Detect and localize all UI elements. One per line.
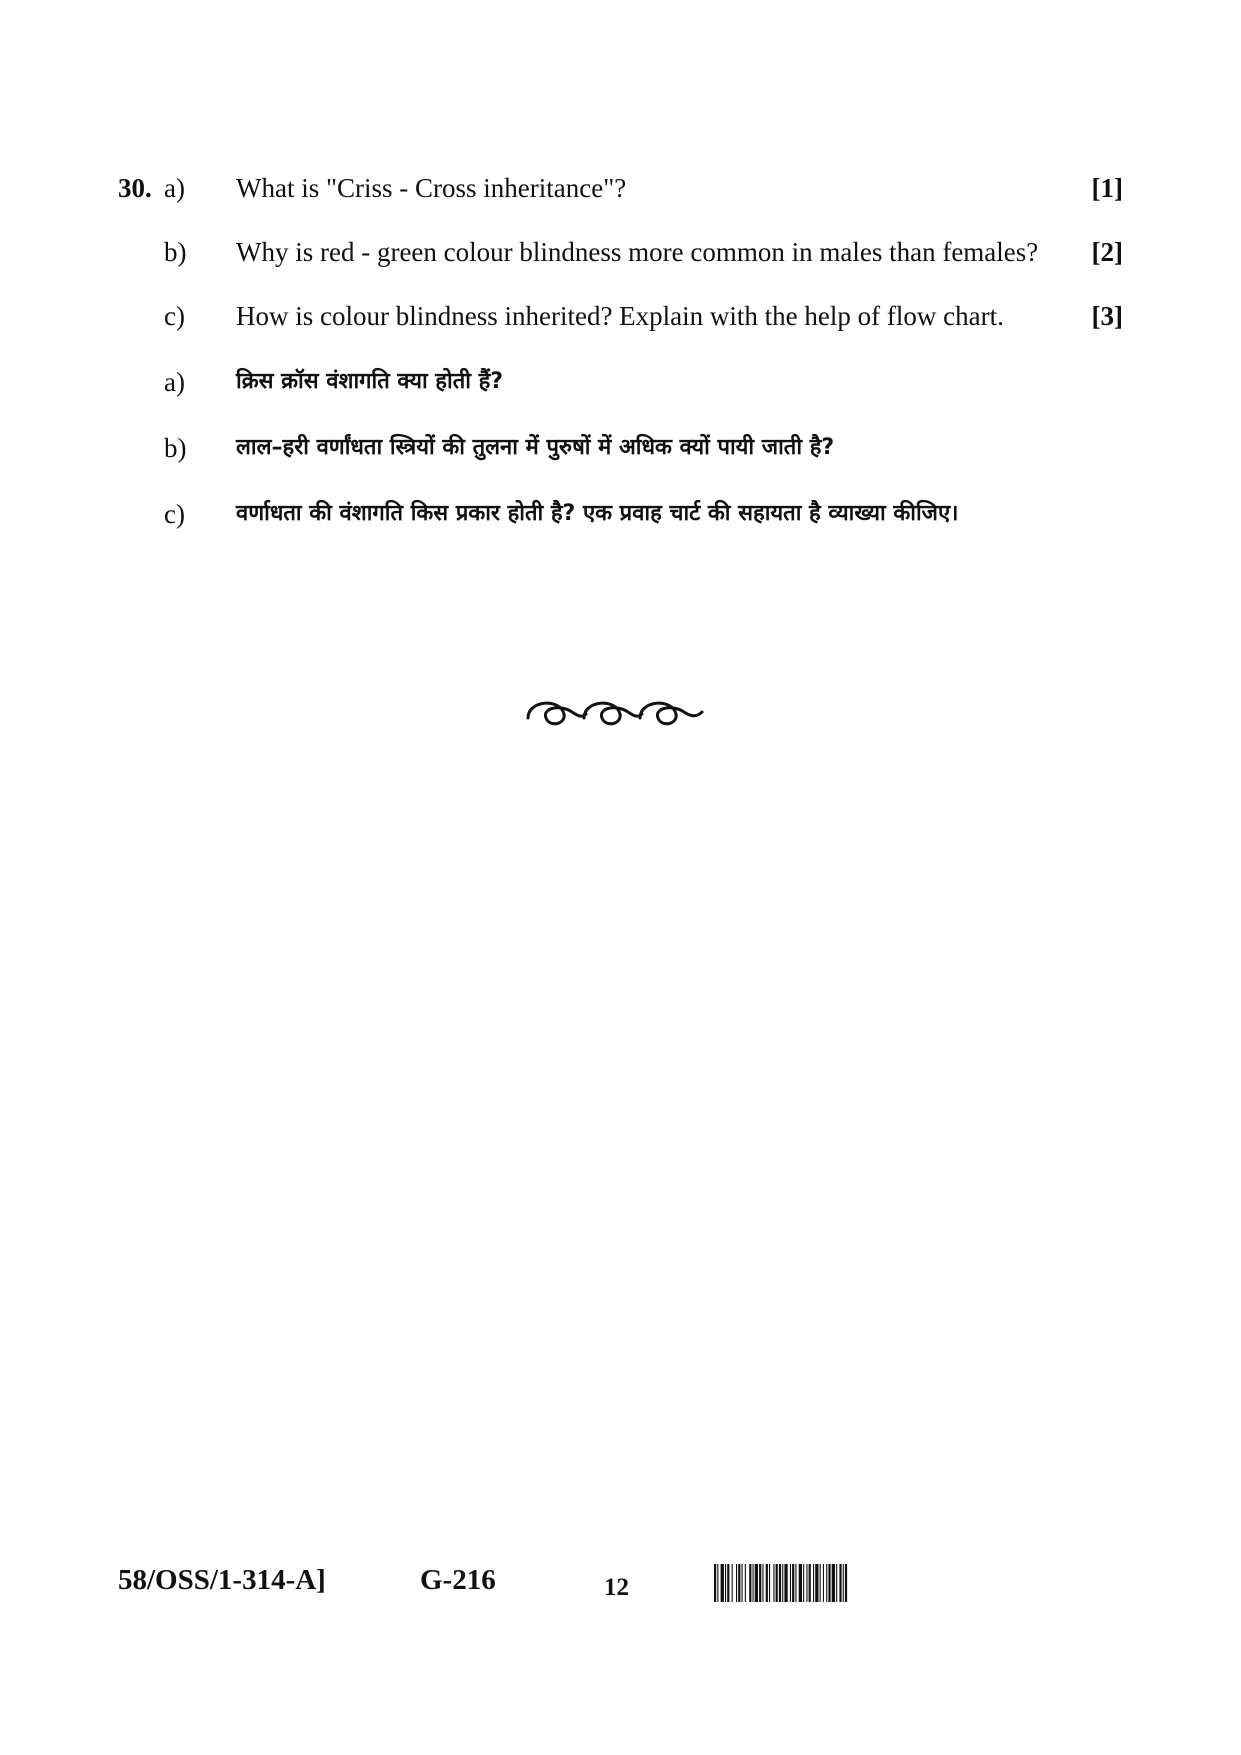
ornament-swirl-2 bbox=[584, 703, 642, 724]
barcode-bar bbox=[836, 1564, 837, 1602]
question-30c-hindi bbox=[0, 494, 1241, 534]
marks-badge: [1] bbox=[1091, 173, 1123, 203]
barcode-bar bbox=[799, 1564, 802, 1602]
barcode-bar bbox=[742, 1564, 743, 1602]
question-number: 30. bbox=[118, 173, 152, 203]
barcode-bar bbox=[714, 1564, 716, 1602]
barcode-bar bbox=[843, 1564, 844, 1602]
part-label: a) bbox=[164, 367, 185, 397]
question-30b-hindi bbox=[0, 428, 1241, 468]
barcode-bar bbox=[773, 1564, 774, 1602]
question-text: What is "Criss - Cross inheritance"? bbox=[236, 173, 627, 203]
marks-badge: [2] bbox=[1091, 237, 1123, 267]
question-30c-english bbox=[0, 296, 1241, 336]
barcode-bar bbox=[815, 1564, 818, 1602]
barcode-bar bbox=[806, 1564, 807, 1602]
question-text: Why is red - green colour blindness more common in males than females? bbox=[236, 237, 1039, 267]
barcode-bar bbox=[803, 1564, 804, 1602]
barcode-bar bbox=[776, 1564, 778, 1602]
series-code: G-216 bbox=[420, 1564, 496, 1596]
barcode-bar bbox=[795, 1564, 796, 1602]
part-label: c) bbox=[164, 301, 185, 331]
barcode-bar bbox=[792, 1564, 794, 1602]
barcode-bar bbox=[721, 1564, 724, 1602]
question-30a-hindi bbox=[0, 362, 1241, 402]
question-text: How is colour blindness inherited? Explain with the help of flow chart. bbox=[236, 301, 1004, 331]
page-number: 12 bbox=[604, 1574, 629, 1601]
barcode-bar bbox=[732, 1564, 733, 1602]
paper-code: 58/OSS/1-314-A] bbox=[118, 1564, 326, 1596]
part-label: b) bbox=[164, 237, 187, 267]
barcode-bar bbox=[755, 1564, 758, 1602]
barcode-bar bbox=[749, 1564, 751, 1602]
question-30b-english bbox=[0, 232, 1241, 272]
question-30a-english bbox=[0, 168, 1241, 208]
barcode-bar bbox=[745, 1564, 746, 1602]
barcode-bar bbox=[759, 1564, 761, 1602]
part-label: a) bbox=[164, 173, 185, 203]
question-text-hindi: लाल–हरी वर्णांधता स्त्रियों की तुलना में पुरुषों में अधिक क्यों पायी जाती है? bbox=[236, 435, 835, 460]
barcode-bar bbox=[784, 1564, 787, 1602]
barcode-bar bbox=[839, 1564, 841, 1602]
question-text-hindi: वर्णाधता की वंशागति किस प्रकार होती है? एक प्रवाह चार्ट की सहायता है व्याख्या कीजिए। bbox=[236, 501, 959, 526]
barcode-bar bbox=[779, 1564, 781, 1602]
barcode-bar bbox=[762, 1564, 763, 1602]
end-of-paper-ornament-icon bbox=[520, 688, 720, 738]
barcode-bar bbox=[813, 1564, 814, 1602]
barcode-bar bbox=[790, 1564, 791, 1602]
barcode-bar bbox=[717, 1564, 718, 1602]
question-text-hindi: क्रिस क्रॉस वंशागति क्या होती हैं? bbox=[236, 369, 504, 394]
barcode-icon bbox=[714, 1564, 982, 1602]
barcode-bar bbox=[823, 1564, 824, 1602]
barcode-bar bbox=[820, 1564, 821, 1602]
ornament-swirl-1 bbox=[528, 703, 586, 724]
barcode-bar bbox=[826, 1564, 827, 1602]
barcode-bar bbox=[736, 1564, 737, 1602]
barcode-bar bbox=[753, 1564, 754, 1602]
page-footer bbox=[0, 1560, 1241, 1620]
part-label: c) bbox=[164, 499, 185, 529]
marks-badge: [3] bbox=[1091, 301, 1123, 331]
barcode-bar bbox=[725, 1564, 726, 1602]
barcode-bar bbox=[727, 1564, 729, 1602]
ornament-swirl-3 bbox=[640, 703, 702, 724]
barcode-bar bbox=[738, 1564, 740, 1602]
barcode-bar bbox=[832, 1564, 835, 1602]
barcode-bar bbox=[766, 1564, 768, 1602]
part-label: b) bbox=[164, 433, 187, 463]
barcode-bar bbox=[828, 1564, 830, 1602]
barcode-bar bbox=[769, 1564, 770, 1602]
barcode-bar bbox=[782, 1564, 783, 1602]
barcode-bar bbox=[845, 1564, 847, 1602]
barcode-bar bbox=[809, 1564, 811, 1602]
